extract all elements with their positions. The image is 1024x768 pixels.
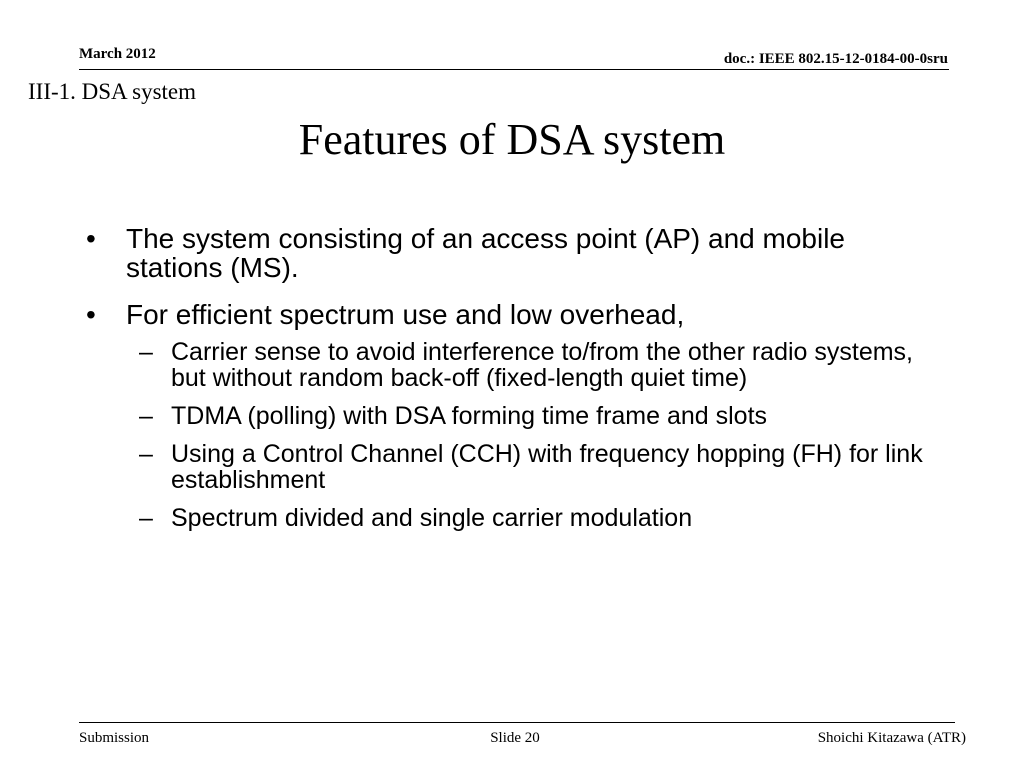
header-date: March 2012 — [79, 46, 156, 62]
sub-bullet-text: Spectrum divided and single carrier modulation — [171, 504, 693, 532]
sub-bullet-item — [84, 339, 944, 391]
sub-bullet-item — [84, 403, 944, 429]
sub-bullet-marker: – — [139, 504, 153, 532]
sub-bullet-text: Using a Control Channel (CCH) with frequency hopping (FH) for link establishment — [171, 440, 923, 494]
sub-bullet-list — [84, 339, 944, 531]
header-divider — [79, 69, 949, 70]
bullet-marker: • — [86, 223, 96, 254]
footer-author: Shoichi Kitazawa (ATR) — [817, 730, 966, 746]
header-doc-id: doc.: IEEE 802.15-12-0184-00-0sru — [723, 51, 948, 67]
sub-bullet-item — [84, 505, 944, 531]
sub-bullet-marker: – — [139, 402, 153, 430]
bullet-text: The system consisting of an access point (AP) and mobile stations (MS). — [126, 223, 846, 283]
bullet-item — [84, 300, 944, 329]
bullet-item — [84, 224, 944, 282]
sub-bullet-marker: – — [139, 338, 153, 366]
bullet-marker: • — [86, 299, 96, 330]
footer-slide-number: Slide 20 — [490, 730, 540, 746]
slide-body — [84, 224, 944, 543]
section-label: III-1. DSA system — [28, 79, 197, 104]
sub-bullet-text: TDMA (polling) with DSA forming time frame and slots — [171, 402, 768, 430]
sub-bullet-text: Carrier sense to avoid interference to/from the other radio systems, but without random back-off (fixed-length quiet time) — [171, 338, 913, 392]
sub-bullet-item — [84, 441, 944, 493]
slide-title: Features of DSA system — [298, 115, 726, 164]
footer-divider — [79, 722, 955, 723]
footer-submission: Submission — [79, 730, 150, 746]
bullet-text: For efficient spectrum use and low overhead, — [126, 299, 685, 330]
sub-bullet-marker: – — [139, 440, 153, 468]
